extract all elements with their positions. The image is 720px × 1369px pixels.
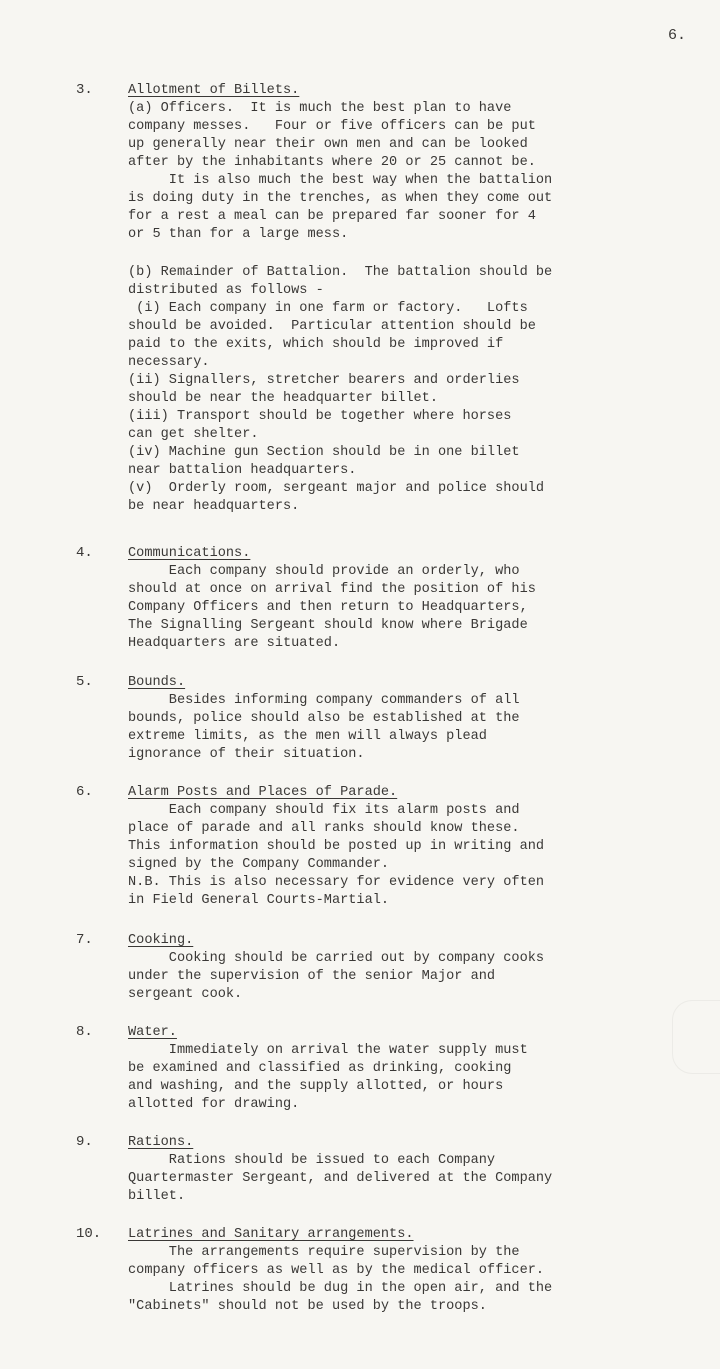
text-line: Besides informing company commanders of all <box>128 693 520 708</box>
text-line: bounds, police should also be established at the <box>128 711 520 726</box>
text-line: Headquarters are situated. <box>128 636 341 651</box>
text-line: is doing duty in the trenches, as when they come out <box>128 191 553 206</box>
text-line: Rations should be issued to each Company <box>128 1153 496 1168</box>
text-line: distributed as follows - <box>128 283 324 298</box>
text-line: should be near the headquarter billet. <box>128 391 438 406</box>
text-line: place of parade and all ranks should know these. <box>128 821 520 836</box>
section-number: 8. <box>76 1024 93 1040</box>
text-line: This information should be posted up in writing and <box>128 839 545 854</box>
section-heading: Allotment of Billets. <box>128 83 300 98</box>
text-line: paid to the exits, which should be improved if <box>128 337 504 352</box>
text-line: and washing, and the supply allotted, or hours <box>128 1079 504 1094</box>
list-item: (iv) Machine gun Section should be in one billet <box>128 445 520 460</box>
text-line: can get shelter. <box>128 427 259 442</box>
text-line: allotted for drawing. <box>128 1097 300 1112</box>
text-line: Cooking should be carried out by company cooks <box>128 951 545 966</box>
text-line: billet. <box>128 1189 186 1204</box>
text-line: company messes. Four or five officers can be put <box>128 119 536 134</box>
text-line: The Signalling Sergeant should know where Brigade <box>128 618 528 633</box>
subsection-heading: (b) Remainder of Battalion. The battalion should be <box>128 265 553 280</box>
text-line: ignorance of their situation. <box>128 747 365 762</box>
text-line: under the supervision of the senior Major and <box>128 969 496 984</box>
text-line: should at once on arrival find the position of his <box>128 582 536 597</box>
text-line: Each company should fix its alarm posts and <box>128 803 520 818</box>
text-line: should be avoided. Particular attention should be <box>128 319 536 334</box>
text-line: or 5 than for a large mess. <box>128 227 349 242</box>
text-line: signed by the Company Commander. <box>128 857 390 872</box>
section-number: 7. <box>76 932 93 948</box>
section-heading: Latrines and Sanitary arrangements. <box>128 1227 414 1242</box>
text-line: Latrines should be dug in the open air, and the <box>128 1281 553 1296</box>
section-heading: Cooking. <box>128 933 194 948</box>
text-line: Company Officers and then return to Headquarters, <box>128 600 528 615</box>
text-line: Immediately on arrival the water supply must <box>128 1043 528 1058</box>
section-number: 6. <box>76 784 93 800</box>
section-number: 3. <box>76 82 93 98</box>
text-line: be examined and classified as drinking, cooking <box>128 1061 512 1076</box>
list-item: (v) Orderly room, sergeant major and police should <box>128 481 545 496</box>
page-number: 6. <box>668 27 687 44</box>
section-heading: Bounds. <box>128 675 186 690</box>
text-line: necessary. <box>128 355 210 370</box>
text-line: after by the inhabitants where 20 or 25 cannot be. <box>128 155 536 170</box>
text-line: be near headquarters. <box>128 499 300 514</box>
section-heading: Rations. <box>128 1135 194 1150</box>
text-line: N.B. This is also necessary for evidence very often <box>128 875 545 890</box>
text-line: in Field General Courts-Martial. <box>128 893 390 908</box>
text-line: for a rest a meal can be prepared far sooner for 4 <box>128 209 536 224</box>
section-number: 10. <box>76 1226 102 1242</box>
text-line: "Cabinets" should not be used by the troops. <box>128 1299 487 1314</box>
list-item: (ii) Signallers, stretcher bearers and orderlies <box>128 373 520 388</box>
text-line: extreme limits, as the men will always plead <box>128 729 487 744</box>
text-line: Each company should provide an orderly, who <box>128 564 520 579</box>
text-line: The arrangements require supervision by the <box>128 1245 520 1260</box>
text-line: (a) Officers. It is much the best plan to have <box>128 101 512 116</box>
text-line: It is also much the best way when the battalion <box>128 173 553 188</box>
text-line: up generally near their own men and can be looked <box>128 137 528 152</box>
list-item: (iii) Transport should be together where horses <box>128 409 512 424</box>
text-line: company officers as well as by the medical officer. <box>128 1263 545 1278</box>
section-heading: Water. <box>128 1025 177 1040</box>
text-line: sergeant cook. <box>128 987 243 1002</box>
text-line: near battalion headquarters. <box>128 463 357 478</box>
section-heading: Alarm Posts and Places of Parade. <box>128 785 398 800</box>
text-line: Quartermaster Sergeant, and delivered at the Company <box>128 1171 553 1186</box>
section-heading: Communications. <box>128 546 251 561</box>
section-number: 4. <box>76 545 93 561</box>
section-number: 9. <box>76 1134 93 1150</box>
section-number: 5. <box>76 674 93 690</box>
list-item: (i) Each company in one farm or factory. Lofts <box>128 301 528 316</box>
page-edge-mark <box>672 1000 720 1074</box>
